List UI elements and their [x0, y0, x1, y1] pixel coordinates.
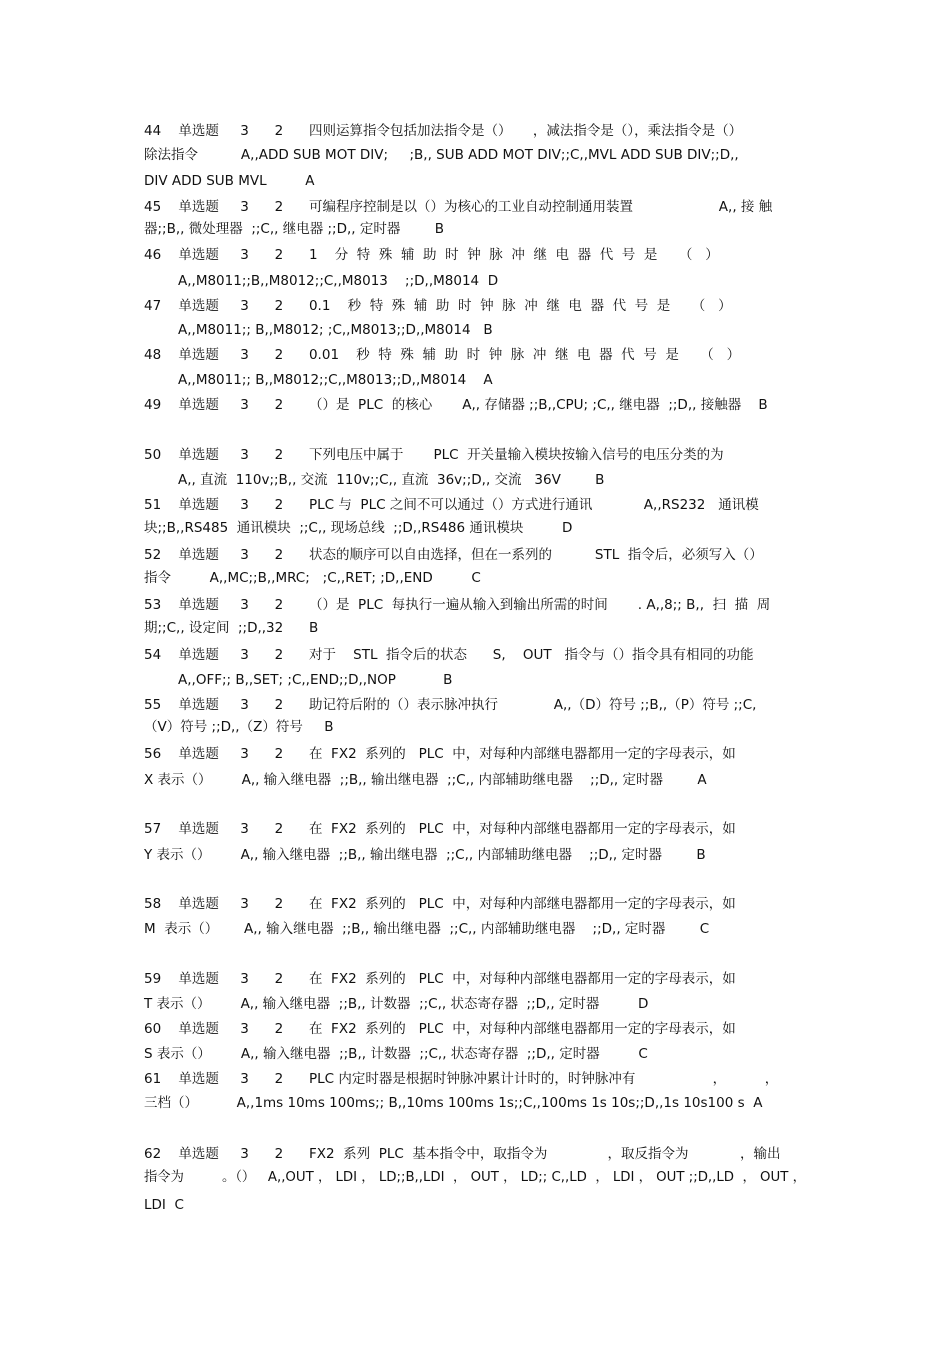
- q57-line2: Y 表示（） A,, 输入继电器 ;;B,, 输出继电器 ;;C,, 内部辅助继电器 ;;D,, 定时器 B: [144, 847, 706, 863]
- q44-line2: 除法指令 A,,ADD SUB MOT DIV; ;B,, SUB ADD MOT DIV;;C,,MVL ADD SUB DIV;;D,,: [144, 147, 739, 163]
- q46-line1: 46 单选题 3 2 1 分 特 殊 辅 助 时 钟 脉 冲 继 电 器 代 号 是 （ ）: [144, 247, 719, 263]
- q46-line2: A,,M8011;;B,,M8012;;C,,M8013 ;;D,,M8014 D: [178, 273, 499, 289]
- q56-line2: X 表示（） A,, 输入继电器 ;;B,, 输出继电器 ;;C,, 内部辅助继电器 ;;D,, 定时器 A: [144, 772, 707, 788]
- q55-line2: （V）符号 ;;D,,（Z）符号 B: [144, 719, 334, 735]
- q50-line1: 50 单选题 3 2 下列电压中属于 PLC 开关量输入模块按输入信号的电压分类的为: [144, 447, 724, 463]
- q59-line2: T 表示（） A,, 输入继电器 ;;B,, 计数器 ;;C,, 状态寄存器 ;;D,, 定时器 D: [144, 996, 649, 1012]
- q49-line1: 49 单选题 3 2 （）是 PLC 的核心 A,, 存储器 ;;B,,CPU; ;C,, 继电器 ;;D,, 接触器 B: [144, 397, 768, 413]
- q59-line1: 59 单选题 3 2 在 FX2 系列的 PLC 中，对每种内部继电器都用一定的字母表示，如: [144, 971, 736, 987]
- q44-line1: 44 单选题 3 2 四则运算指令包括加法指令是（） ，减法指令是（），乘法指令是（）: [144, 123, 743, 139]
- q56-line1: 56 单选题 3 2 在 FX2 系列的 PLC 中，对每种内部继电器都用一定的字母表示，如: [144, 746, 736, 762]
- q45-line2: 器;;B,, 微处理器 ;;C,, 继电器 ;;D,, 定时器 B: [144, 221, 444, 237]
- q53-line2: 期;;C,, 设定间 ;;D,,32 B: [144, 620, 319, 636]
- q48-line1: 48 单选题 3 2 0.01 秒 特 殊 辅 助 时 钟 脉 冲 继 电 器 代 号 是 （ ）: [144, 347, 741, 363]
- q47-line1: 47 单选题 3 2 0.1 秒 特 殊 辅 助 时 钟 脉 冲 继 电 器 代 号 是 （ ）: [144, 298, 732, 314]
- q51-line2: 块;;B,,RS485 通讯模块 ;;C,, 现场总线 ;;D,,RS486 通讯模块 D: [144, 520, 573, 536]
- q61-line1: 61 单选题 3 2 PLC 内定时器是根据时钟脉冲累计计时的，时钟脉冲有 ， ，: [144, 1071, 779, 1087]
- q47-line2: A,,M8011;; B,,M8012; ;C,,M8013;;D,,M8014 B: [178, 322, 493, 338]
- q53-line1: 53 单选题 3 2 （）是 PLC 每执行一遍从输入到输出所需的时间 . A,,8;; B,, 扫 描 周: [144, 597, 771, 613]
- q62-line1: 62 单选题 3 2 FX2 系列 PLC 基本指令中，取指令为 ，取反指令为 ，输出: [144, 1146, 781, 1162]
- q58-line1: 58 单选题 3 2 在 FX2 系列的 PLC 中，对每种内部继电器都用一定的字母表示，如: [144, 896, 736, 912]
- q55-line1: 55 单选题 3 2 助记符后附的（）表示脉冲执行 A,,（D）符号 ;;B,,（P）符号 ;;C,: [144, 697, 757, 713]
- q51-line1: 51 单选题 3 2 PLC 与 PLC 之间不可以通过（）方式进行通讯 A,,RS232 通讯模: [144, 497, 759, 513]
- q61-line2: 三档（） A,,1ms 10ms 100ms;; B,,10ms 100ms 1s;;C,,100ms 1s 10s;;D,,1s 10s100 s A: [144, 1095, 763, 1111]
- q45-line1: 45 单选题 3 2 可编程序控制是以（）为核心的工业自动控制通用装置 A,, 接 触: [144, 199, 773, 215]
- q54-line2: A,,OFF;; B,,SET; ;C,,END;;D,,NOP B: [178, 672, 453, 688]
- q50-line2: A,, 直流 110v;;B,, 交流 110v;;C,, 直流 36v;;D,, 交流 36V B: [178, 472, 605, 488]
- q62-line3: LDI C: [144, 1197, 184, 1213]
- q52-line1: 52 单选题 3 2 状态的顺序可以自由选择，但在一系列的 STL 指令后，必须写入（）: [144, 547, 763, 563]
- q60-line1: 60 单选题 3 2 在 FX2 系列的 PLC 中，对每种内部继电器都用一定的字母表示，如: [144, 1021, 736, 1037]
- q54-line1: 54 单选题 3 2 对于 STL 指令后的状态 S, OUT 指令与（）指令具有相同的功能: [144, 647, 754, 663]
- q62-line2: 指令为 。（） A,,OUT ， LDI ， LD;;B,,LDI ， OUT ， LD;; C,,LD ， LDI ， OUT ;;D,,LD ， OUT ，: [144, 1169, 806, 1185]
- q44-line3: DIV ADD SUB MVL A: [144, 173, 315, 189]
- q52-line2: 指令 A,,MC;;B,,MRC; ;C,,RET; ;D,,END C: [144, 570, 481, 586]
- q57-line1: 57 单选题 3 2 在 FX2 系列的 PLC 中，对每种内部继电器都用一定的字母表示，如: [144, 821, 736, 837]
- q58-line2: M 表示（） A,, 输入继电器 ;;B,, 输出继电器 ;;C,, 内部辅助继电器 ;;D,, 定时器 C: [144, 921, 710, 937]
- q60-line2: S 表示（） A,, 输入继电器 ;;B,, 计数器 ;;C,, 状态寄存器 ;;D,, 定时器 C: [144, 1046, 648, 1062]
- q48-line2: A,,M8011;; B,,M8012;;C,,M8013;;D,,M8014 A: [178, 372, 493, 388]
